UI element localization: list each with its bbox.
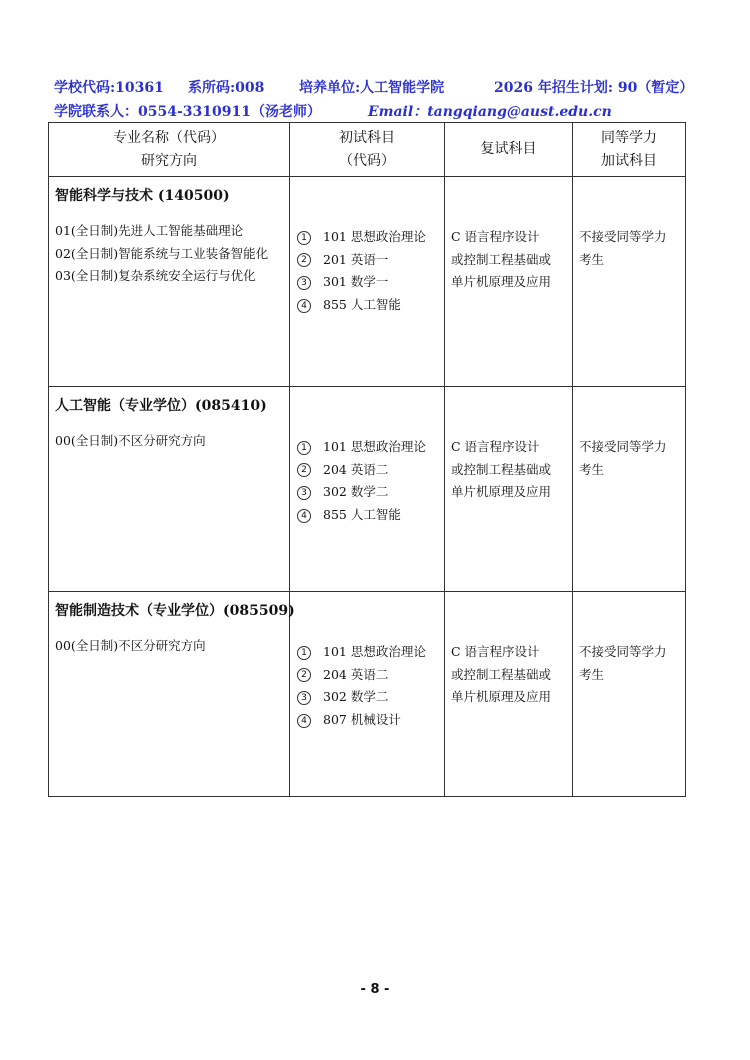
retest-line: 或控制工程基础或 [451, 461, 552, 477]
program-cell [49, 592, 295, 797]
circled-number-icon: 3 [297, 691, 311, 705]
subject-text: 101 思想政治理论 [323, 644, 426, 659]
exam-subject [297, 249, 444, 272]
circled-number-icon: 3 [297, 486, 311, 500]
email-label: Email： [368, 104, 428, 120]
exam-subject [297, 504, 444, 527]
equivalent-cell [573, 387, 686, 592]
exam-subjects-cell [290, 177, 445, 387]
equivalent-line: 考生 [579, 461, 605, 477]
subject-text: 204 英语二 [323, 461, 389, 477]
program-cell [49, 387, 290, 592]
program-name: 智能科学与技术 (140500) [55, 188, 230, 204]
subject-text: 201 英语一 [323, 251, 389, 267]
admission-table [48, 122, 686, 797]
retest-line: C 语言程序设计 [451, 439, 540, 454]
exam-subject [297, 226, 444, 249]
header-text: （代码） [339, 152, 395, 169]
circled-number-icon: 4 [297, 714, 311, 728]
research-direction: 00(全日制)不区分研究方向 [55, 638, 206, 653]
program-cell [49, 177, 290, 387]
retest-cell [445, 592, 573, 797]
equivalent-line: 考生 [579, 666, 605, 682]
enrollment-plan: 2026 年招生计划: 90（暂定） [494, 80, 694, 96]
subject-text: 101 思想政治理论 [323, 229, 426, 244]
circled-number-icon: 2 [297, 253, 311, 267]
circled-number-icon: 4 [297, 509, 311, 523]
subject-text: 204 英语二 [323, 666, 389, 682]
circled-number-icon: 2 [297, 668, 311, 682]
circled-number-icon: 1 [297, 441, 311, 455]
retest-line: 或控制工程基础或 [451, 666, 552, 682]
subject-text: 302 数学二 [323, 689, 389, 705]
subject-text: 301 数学一 [323, 274, 389, 290]
table-header-row [49, 123, 686, 177]
retest-line: 单片机原理及应用 [451, 689, 552, 705]
equivalent-cell [573, 592, 686, 797]
exam-subject [297, 459, 444, 482]
table-row [49, 592, 686, 797]
equivalent-line: 不接受同等学力 [579, 644, 667, 659]
table-row [49, 177, 686, 387]
retest-line: 单片机原理及应用 [451, 484, 552, 500]
retest-cell [445, 387, 573, 592]
circled-number-icon: 4 [297, 299, 311, 313]
email-address: tangqiang@aust.edu.cn [427, 104, 612, 120]
header-text: 研究方向 [141, 152, 197, 169]
retest-line: 或控制工程基础或 [451, 251, 552, 267]
research-direction: 01(全日制)先进人工智能基础理论 [55, 223, 244, 238]
school-code: 学校代码:10361 [54, 80, 164, 96]
exam-subject [297, 436, 444, 459]
dept-code: 系所码:008 [188, 80, 265, 96]
header-text: 专业名称（代码） [113, 129, 225, 146]
header-text: 加试科目 [601, 152, 657, 169]
exam-subject [297, 709, 444, 732]
circled-number-icon: 1 [297, 231, 311, 245]
header-text: 同等学力 [601, 129, 657, 146]
header-text: 复试科目 [480, 141, 537, 157]
retest-cell [445, 177, 573, 387]
table-row [49, 387, 686, 592]
header-text: 初试科目 [339, 129, 395, 146]
exam-subject [297, 481, 444, 504]
retest-line: C 语言程序设计 [451, 644, 540, 659]
equivalent-line: 不接受同等学力 [579, 439, 667, 454]
header-exam-subjects [290, 123, 445, 177]
header-program [49, 123, 290, 177]
subject-text: 302 数学二 [323, 484, 389, 500]
program-name: 智能制造技术（专业学位）(085509) [55, 603, 295, 619]
research-direction: 00(全日制)不区分研究方向 [55, 433, 206, 448]
program-name: 人工智能（专业学位）(085410) [55, 398, 267, 414]
subject-text: 855 人工智能 [323, 507, 401, 523]
retest-line: C 语言程序设计 [451, 229, 540, 244]
circled-number-icon: 1 [297, 646, 311, 660]
exam-subject [297, 294, 444, 317]
exam-subjects-cell [290, 387, 445, 592]
research-direction: 02(全日制)智能系统与工业装备智能化 [55, 245, 269, 261]
equivalent-cell [573, 177, 686, 387]
equivalent-line: 考生 [579, 251, 605, 267]
exam-subjects-cell [290, 592, 445, 797]
exam-subject [297, 664, 444, 687]
exam-subject [297, 271, 444, 294]
retest-line: 单片机原理及应用 [451, 274, 552, 290]
circled-number-icon: 2 [297, 463, 311, 477]
header-retest [445, 123, 573, 177]
circled-number-icon: 3 [297, 276, 311, 290]
exam-subject [297, 641, 444, 664]
contact-person: 学院联系人：0554-3310911（汤老师） [54, 104, 321, 120]
header-equivalent [573, 123, 686, 177]
subject-text: 855 人工智能 [323, 297, 401, 313]
research-direction: 03(全日制)复杂系统安全运行与优化 [55, 268, 256, 284]
page-number: - 8 - [360, 982, 390, 997]
training-unit: 培养单位:人工智能学院 [299, 80, 445, 96]
exam-subject [297, 686, 444, 709]
equivalent-line: 不接受同等学力 [579, 229, 667, 244]
subject-text: 101 思想政治理论 [323, 439, 426, 454]
subject-text: 807 机械设计 [323, 712, 401, 728]
email-line [368, 101, 612, 121]
